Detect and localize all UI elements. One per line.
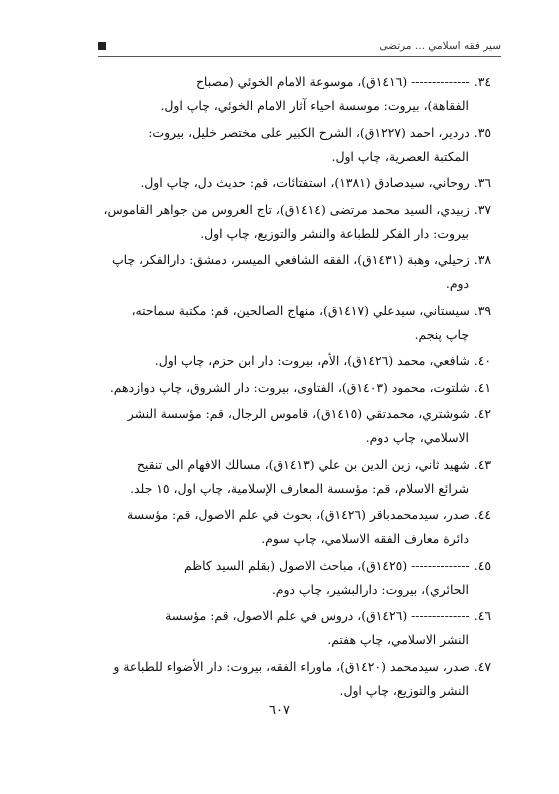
- running-header: [98, 40, 501, 60]
- entry-number: ٤٣.: [473, 456, 491, 472]
- bibliography-entry: [96, 503, 491, 551]
- entry-number: ٤٤.: [473, 507, 491, 522]
- entry-number: ٤١.: [473, 379, 491, 395]
- entry-continuation: شرائع الاسلام، قم: مؤسسة المعارف الإسلامية، چاپ اول، ١٥ جلد.: [130, 480, 469, 496]
- entry-line: دردير، احمد (١٢٢٧ق)، الشرح الكبير على مختصر خليل، بيروت:: [148, 124, 470, 140]
- bibliography-entry: [96, 299, 491, 347]
- entry-continuation: النشر الاسلامي، چاپ هفتم.: [327, 632, 469, 647]
- page-number: ٦٠٧: [269, 703, 290, 718]
- entry-line: زبيدي، السيد محمد مرتضى (١٤١٤ق)، تاج العروس من جواهر القاموس،: [103, 201, 470, 217]
- entry-continuation: دائرة معارف الفقه الاسلامي، چاپ سوم.: [261, 531, 469, 546]
- entry-continuation: بيروت: دار الفكر للطباعة والنشر والتوزيع، چاپ اول.: [200, 225, 469, 241]
- bibliography-entry: [96, 604, 491, 652]
- bibliography-entry: [96, 121, 491, 169]
- entry-line: -------------- (١٤١٦ق)، موسوعة الامام الخوئي (مصباح: [195, 74, 470, 89]
- bibliography-entry: [96, 248, 491, 296]
- entry-number: ٤٢.: [473, 406, 491, 421]
- entry-continuation: الاسلامي، چاپ دوم.: [365, 430, 469, 445]
- entry-number: ٣٤.: [473, 74, 491, 89]
- bibliography-entry: [96, 453, 491, 501]
- entry-number: ٤٧.: [473, 658, 491, 674]
- entry-continuation: الفقاهة)، بيروت: موسسة احياء آثار الامام الخوئي، چاپ اول.: [160, 98, 469, 113]
- entry-line: شافعي، محمد (١٤٢٦ق)، الأم، بيروت: دار ابن حزم، چاپ اول.: [154, 353, 470, 368]
- entry-line: صدر، سيدمحمدباقر (١٤٢٦ق)، بحوث في علم الاصول، قم: مؤسسة: [126, 507, 470, 522]
- entry-line: زحيلي، وهبة (١٤٣١ق)، الفقه الشافعي الميسر، دمشق: دارالفكر، چاپ: [112, 252, 470, 267]
- header-title: سير فقه اسلامي ... مرتضى: [379, 40, 501, 52]
- bibliography-entry: [96, 70, 491, 118]
- entry-number: ٤٠.: [473, 353, 491, 368]
- bibliography-entry: [96, 171, 491, 195]
- bibliography-entry: [96, 376, 491, 400]
- entry-line: شلتوت، محمود (١٤٠٣ق)، الفتاوى، بيروت: دار الشروق، چاپ دوازدهم.: [109, 379, 470, 395]
- entry-continuation: المكتبة العصرية، چاپ اول.: [331, 148, 469, 164]
- entry-continuation: الحائري)، بيروت: دارالبشير، چاپ دوم.: [271, 581, 469, 597]
- entry-number: ٣٨.: [473, 252, 491, 267]
- entry-number: ٤٦.: [473, 608, 491, 623]
- entry-number: ٣٩.: [473, 302, 491, 318]
- entry-line: روحاني، سيدصادق (١٣٨١)، استفتائات، قم: حديث دل، چاپ اول.: [140, 175, 470, 190]
- entry-number: ٣٧.: [473, 201, 491, 217]
- entry-number: ٣٦.: [473, 175, 491, 190]
- header-square-icon: [98, 42, 106, 50]
- bibliography-entry: [96, 198, 491, 246]
- entry-line: شوشتري، محمدتقي (١٤١٥ق)، قاموس الرجال، قم: مؤسسة النشر: [127, 406, 470, 421]
- entry-continuation: چاپ پنجم.: [414, 326, 469, 342]
- bibliography-entry: [96, 402, 491, 450]
- bibliography-entry: [96, 655, 491, 703]
- entry-line: سيستاني، سيدعلي (١٤١٧ق)، منهاج الصالحين، قم: مكتبة سماحته،: [131, 302, 470, 318]
- entry-line: -------------- (١٤٢٦ق)، دروس في علم الاصول، قم: مؤسسة: [165, 608, 470, 623]
- entry-continuation: دوم.: [445, 276, 469, 291]
- header-divider: [98, 56, 501, 57]
- entry-line: صدر، سيدمحمد (١٤٢٠ق)، ماوراء الفقه، بيروت: دار الأضواء للطباعة و: [113, 658, 470, 674]
- bibliography-entry: [96, 349, 491, 373]
- bibliography-entry: [96, 554, 491, 602]
- entry-line: شهيد ثاني، زين الدين بن علي (١٤١٣ق)، مسالك الافهام الى تنقيح: [136, 456, 470, 472]
- entry-line: -------------- (١٤٢٥ق)، مباحث الاصول (بقلم السيد كاظم: [183, 557, 470, 573]
- entry-number: ٤٥.: [473, 557, 491, 573]
- entry-number: ٣٥.: [473, 124, 491, 140]
- entry-continuation: النشر والتوزيع، چاپ اول.: [339, 682, 469, 698]
- bibliography-list: [96, 70, 491, 705]
